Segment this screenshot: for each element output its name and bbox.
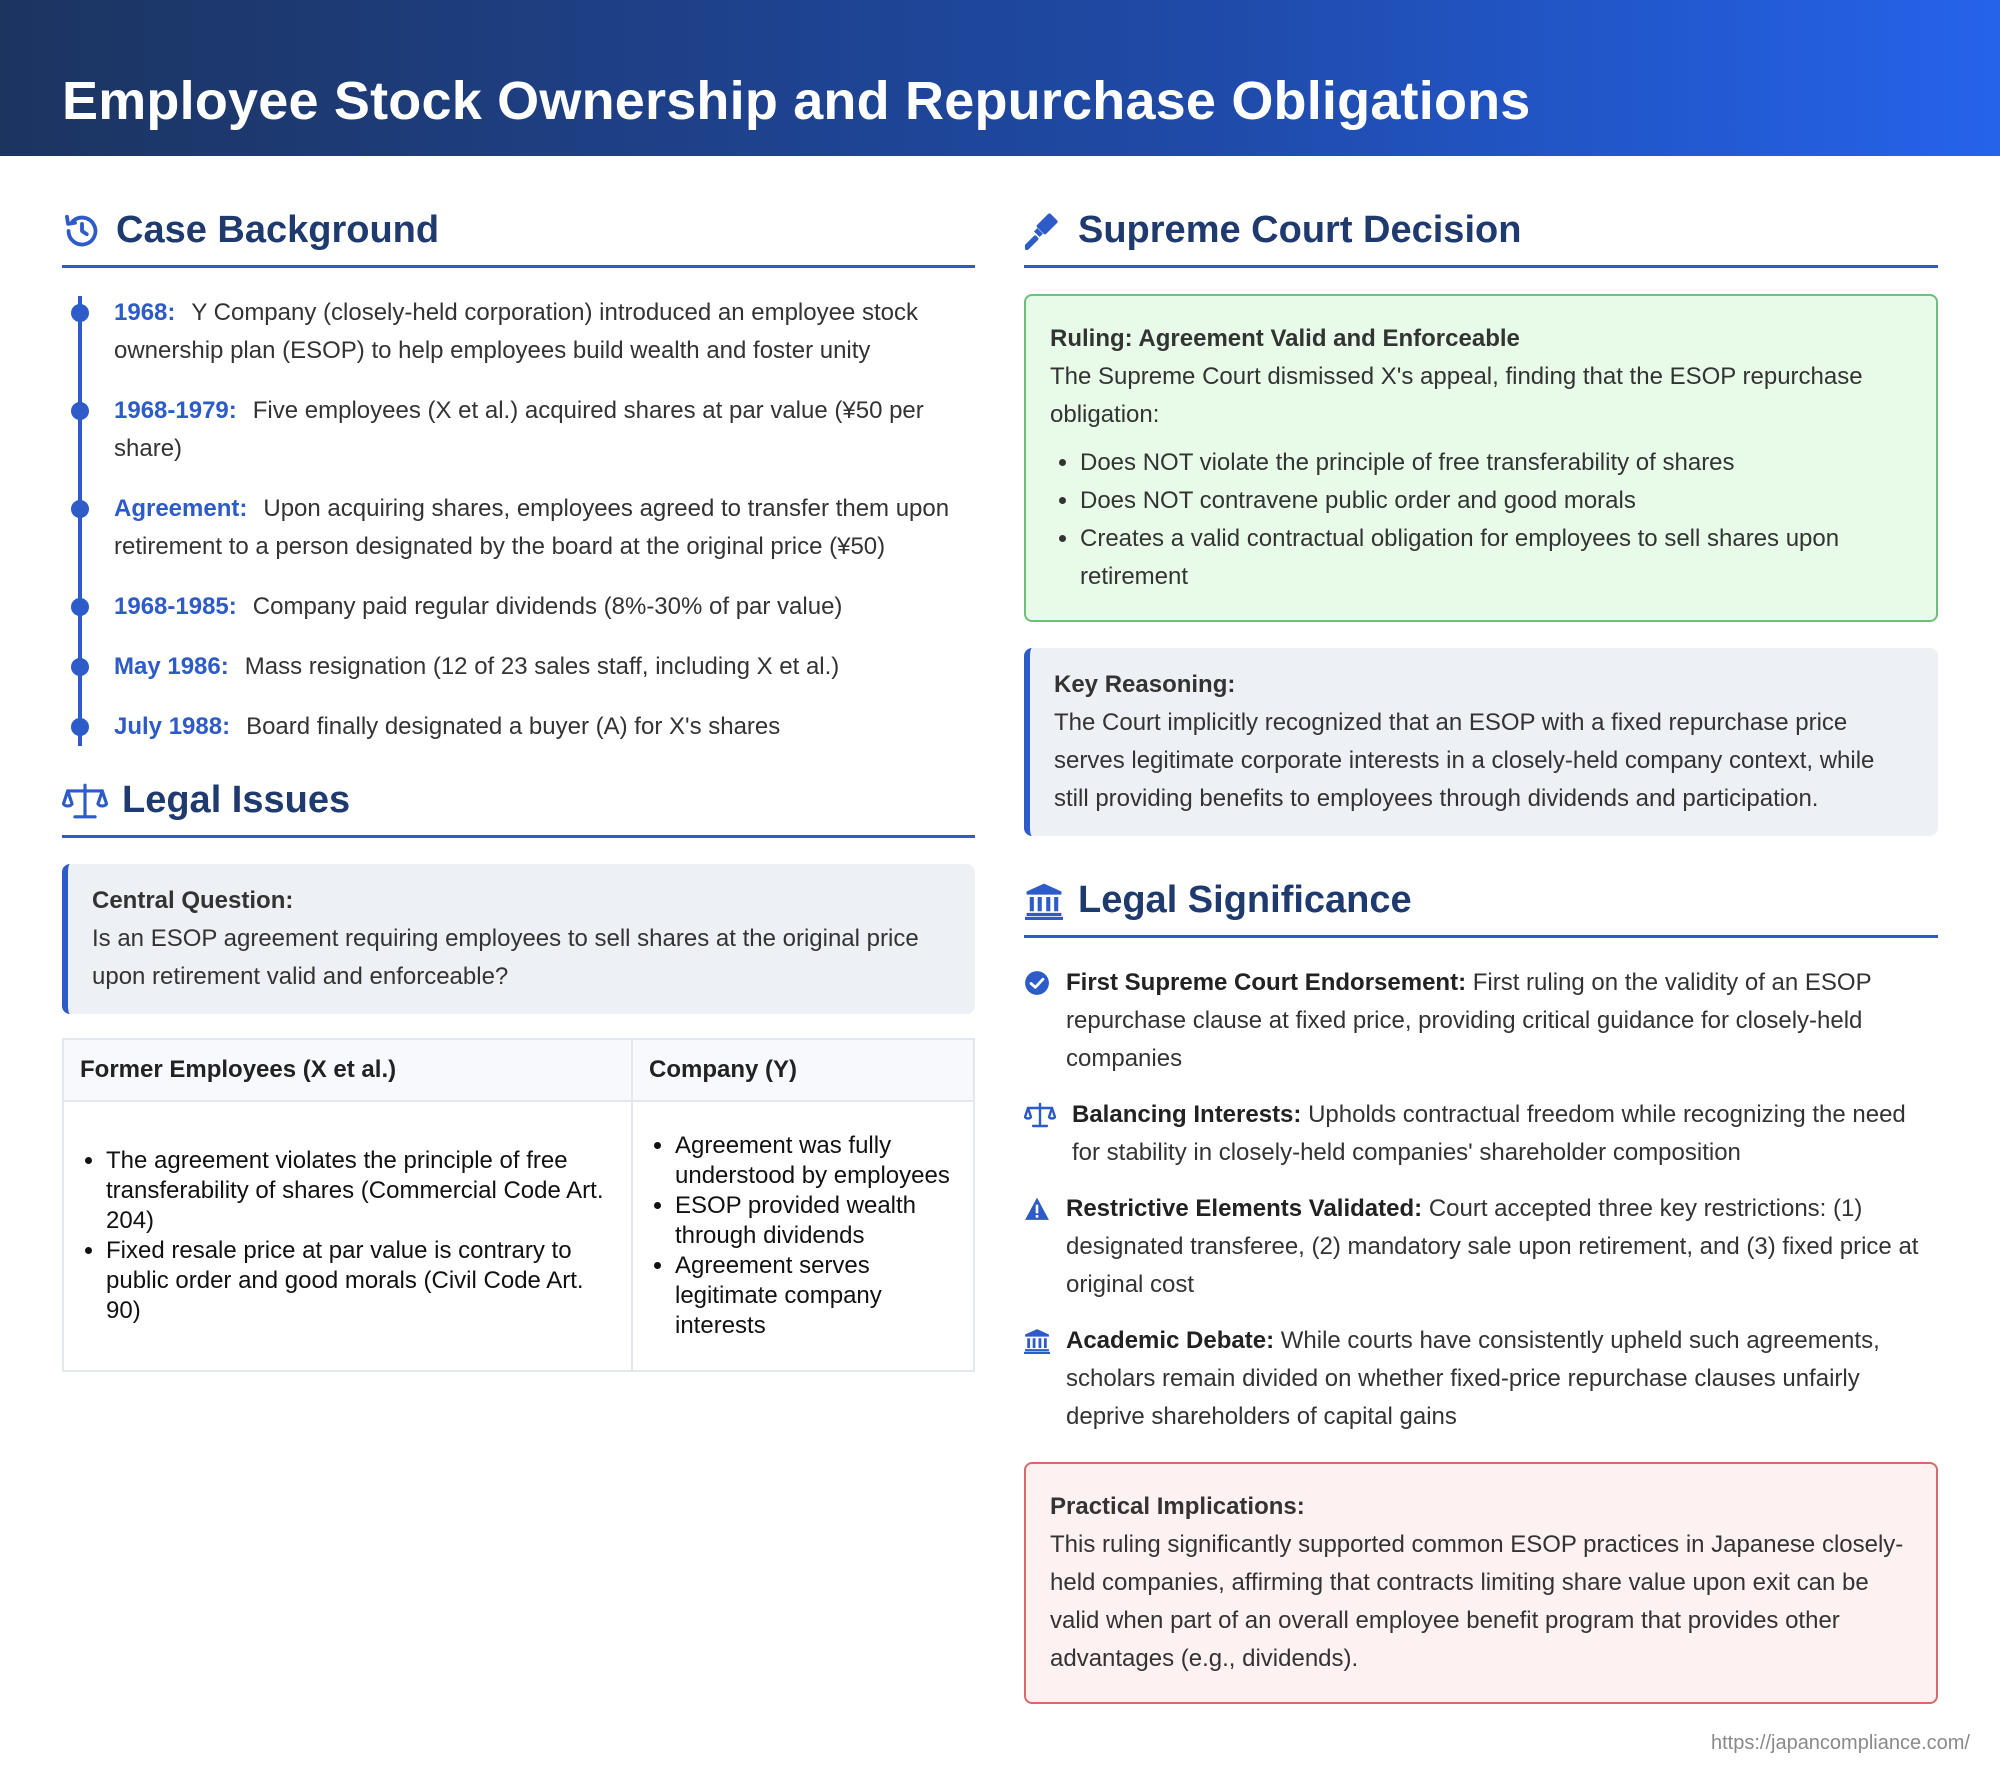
history-icon [62, 211, 102, 251]
timeline-item [114, 294, 975, 370]
timeline-text: Company paid regular dividends (8%-30% of par value) [252, 593, 843, 620]
significance-item [1024, 1190, 1938, 1304]
page-header [0, 0, 2000, 156]
key-reasoning-text: The Court implicitly recognized that an ESOP with a fixed repurchase price serves legitimate corporate interests in a closely-held company context, while still providing benefits to employees through dividends and participation. [1054, 709, 1875, 812]
timeline-item [114, 708, 975, 746]
timeline-text: Upon acquiring shares, employees agreed to transfer them upon retirement to a person designated by the board at the original price (¥50) [114, 495, 950, 560]
timeline-date: 1968-1979: [114, 397, 237, 424]
timeline-date: 1968: [114, 299, 176, 326]
timeline-text: Mass resignation (12 of 23 sales staff, including X et al.) [244, 653, 840, 680]
decision-header [1024, 206, 1938, 268]
significance-text: First ruling on the validity of an ESOP repurchase clause at fixed price, providing critical guidance for closely-held companies [1066, 969, 1872, 1072]
landmark-icon [1024, 881, 1064, 921]
significance-label: First Supreme Court Endorsement: [1066, 969, 1467, 996]
central-question-title: Central Question: [92, 887, 294, 914]
list-item: • Does NOT violate the principle of free transferability of shares [1080, 444, 1912, 482]
list-item: • Fixed resale price at par value is contrary to public order and good morals (Civil Code Art. 90) [106, 1236, 615, 1326]
significance-title: Legal Significance [1078, 879, 1412, 921]
significance-item [1024, 1096, 1938, 1172]
right-column [1024, 206, 1938, 1704]
decision-title: Supreme Court Decision [1078, 209, 1522, 251]
significance-header [1024, 876, 1938, 938]
significance-text: While courts have consistently upheld such agreements, scholars remain divided on whether fixed-price repurchase clauses unfairly deprive shareholders of capital gains [1066, 1327, 1880, 1430]
list-item: • Creates a valid contractual obligation for employees to sell shares upon retirement [1080, 520, 1912, 596]
landmark-icon [1024, 1328, 1052, 1356]
list-item: • ESOP provided wealth through dividends [675, 1191, 957, 1251]
practical-implications-box [1024, 1462, 1938, 1704]
timeline-date: May 1986: [114, 653, 229, 680]
timeline-date: July 1988: [114, 713, 231, 740]
table-header-company: Company (Y) [632, 1039, 974, 1101]
case-background-title: Case Background [116, 209, 440, 251]
list-item: • Agreement serves legitimate company interests [675, 1251, 957, 1341]
check-circle-icon [1024, 970, 1052, 998]
timeline-date: 1968-1985: [114, 593, 237, 620]
list-item: • Agreement was fully understood by employees [675, 1131, 957, 1191]
footer-url: https://japancompliance.com/ [1710, 1732, 1970, 1754]
gavel-icon [1024, 211, 1064, 251]
significance-label: Academic Debate: [1066, 1327, 1275, 1354]
page-title: Employee Stock Ownership and Repurchase Obligations [62, 71, 1531, 131]
significance-list [1024, 964, 1938, 1436]
timeline-text: Y Company (closely-held corporation) introduced an employee stock ownership plan (ESOP) to help employees build wealth and foster unity [114, 299, 918, 364]
list-item: • The agreement violates the principle of free transferability of shares (Commercial Code Art. 204) [106, 1146, 615, 1236]
left-column [62, 206, 975, 1372]
ruling-title: Ruling: Agreement Valid and Enforceable [1050, 325, 1520, 352]
timeline-text: Five employees (X et al.) acquired shares at par value (¥50 per share) [114, 397, 924, 462]
case-timeline [62, 294, 975, 746]
significance-label: Balancing Interests: [1072, 1101, 1302, 1128]
timeline-date: Agreement: [114, 495, 248, 522]
company-arguments-list [649, 1131, 957, 1341]
ruling-points [1050, 444, 1912, 596]
practical-implications-text: This ruling significantly supported common ESOP practices in Japanese closely-held companies, affirming that contracts limiting share value upon exit can be valid when part of an overall employee benefit program that provides other advantages (e.g., dividends). [1050, 1531, 1904, 1672]
timeline-item [114, 490, 975, 566]
case-background-header [62, 206, 975, 268]
arguments-table [62, 1038, 975, 1372]
timeline-item [114, 392, 975, 468]
significance-text: Upholds contractual freedom while recognizing the need for stability in closely-held companies' shareholder composition [1072, 1101, 1906, 1166]
significance-item [1024, 1322, 1938, 1436]
employees-arguments-cell [63, 1101, 632, 1371]
table-header-employees: Former Employees (X et al.) [63, 1039, 632, 1101]
ruling-text: The Supreme Court dismissed X's appeal, finding that the ESOP repurchase obligation: [1050, 363, 1863, 428]
key-reasoning-title: Key Reasoning: [1054, 671, 1236, 698]
ruling-box [1024, 294, 1938, 622]
scales-icon [62, 781, 108, 821]
scales-icon [1024, 1102, 1058, 1130]
central-question-box [62, 864, 975, 1014]
legal-issues-header [62, 776, 975, 838]
list-item: • Does NOT contravene public order and good morals [1080, 482, 1912, 520]
timeline-item [114, 648, 975, 686]
central-question-text: Is an ESOP agreement requiring employees to sell shares at the original price upon retirement valid and enforceable? [92, 925, 919, 990]
significance-item [1024, 964, 1938, 1078]
company-arguments-cell [632, 1101, 974, 1371]
legal-issues-title: Legal Issues [122, 779, 351, 821]
significance-label: Restrictive Elements Validated: [1066, 1195, 1423, 1222]
employees-arguments-list [80, 1146, 615, 1326]
practical-implications-title: Practical Implications: [1050, 1493, 1305, 1520]
significance-text: Court accepted three key restrictions: (1) designated transferee, (2) mandatory sale upon retirement, and (3) fixed price at original cost [1066, 1195, 1919, 1298]
timeline-text: Board finally designated a buyer (A) for X's shares [246, 713, 781, 740]
timeline-item [114, 588, 975, 626]
warning-icon [1024, 1196, 1052, 1224]
key-reasoning-box [1024, 648, 1938, 836]
